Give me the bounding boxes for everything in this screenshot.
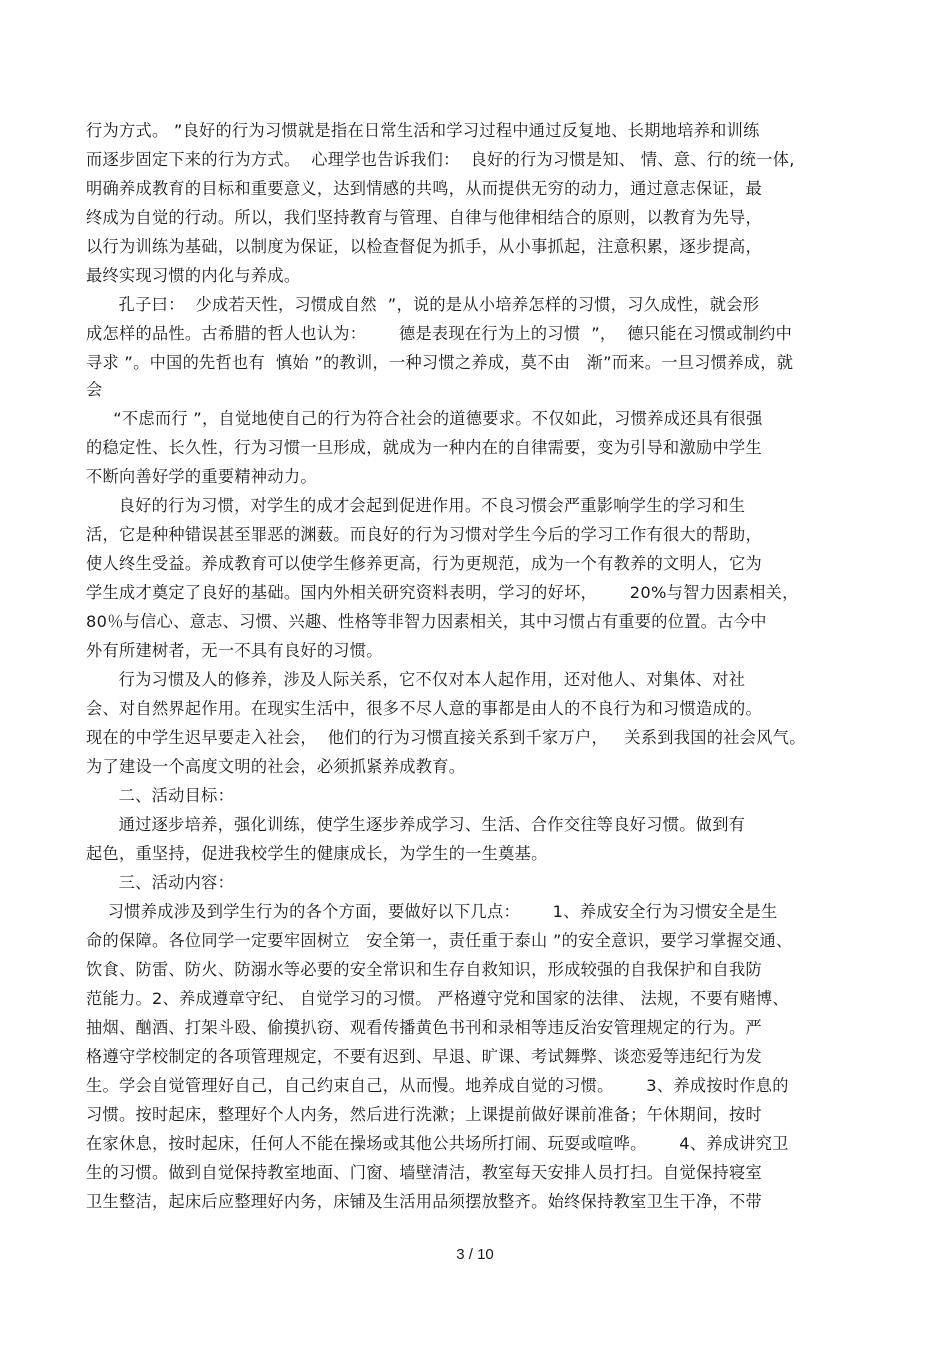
text-line: 起色，重坚持，促进我校学生的健康成长，为学生的一生奠基。 [86, 844, 548, 863]
text-line: 在家休息，按时起床，任何人不能在操场或其他公共场所打闹、玩耍或喧哗。 4、养成讲究卫 [86, 1134, 789, 1153]
text-line: 孔子曰： 少成若天性，习惯成自然 ”，说的是从小培养怎样的习惯，习久成性，就会形 [86, 295, 760, 314]
text-line: 习惯养成涉及到学生行为的各个方面，要做好以下几点： 1、养成安全行为习惯安全是生 [86, 902, 778, 921]
section-heading: 三、活动内容： [86, 873, 235, 892]
section-heading: 二、活动目标： [86, 786, 235, 805]
text-line: 会 [86, 380, 103, 399]
text-line: 习惯。按时起床，整理好个人内务，然后进行洗漱；上课提前做好课前准备；午休期间，按时 [86, 1105, 762, 1124]
text-line: 以行为训练为基础，以制度为保证，以检查督促为抓手，从小事抓起，注意积累，逐步提高， [86, 237, 762, 256]
text-line: 80％与信心、意志、习惯、兴趣、性格等非智力因素相关，其中习惯占有重要的位置。古今中 [86, 612, 767, 631]
text-line: 行为习惯及人的修养，涉及人际关系，它不仅对本人起作用，还对他人、对集体、对社 [86, 670, 746, 689]
text-line: 成怎样的品性。古希腊的哲人也认为： 德是表现在行为上的习惯 ”， 德只能在习惯或制约中 [86, 324, 793, 343]
text-line: 行为方式。 ”良好的行为习惯就是指在日常生活和学习过程中通过反复地、长期地培养和训练 [86, 121, 760, 140]
text-line: 学生成才奠定了良好的基础。国内外相关研究资料表明，学习的好坏， 20%与智力因素相关， [86, 583, 799, 602]
text-line: 为了建设一个高度文明的社会，必须抓紧养成教育。 [86, 757, 466, 776]
text-line: 范能力。2、养成遵章守纪、 自觉学习的习惯。 严格遵守党和国家的法律、 法规，不要有赌博、 [86, 989, 789, 1008]
text-line: 使人终生受益。养成教育可以使学生修养更高，行为更规范，成为一个有教养的文明人，它为 [86, 554, 762, 573]
text-line: 生。学会自觉管理好自己，自己约束自己，从而慢。地养成自觉的习惯。 3、养成按时作息的 [86, 1076, 789, 1095]
text-line: 最终实现习惯的内化与养成。 [86, 266, 301, 285]
text-line: 生的习惯。做到自觉保持教室地面、门窗、墙壁清洁，教室每天安排人员打扫。自觉保持寝室 [86, 1163, 762, 1182]
text-line: 的稳定性、长久性，行为习惯一旦形成，就成为一种内在的自律需要，变为引导和激励中学生 [86, 438, 762, 457]
text-line: 饮食、防雷、防火、防溺水等必要的安全常识和生存自救知识，形成较强的自我保护和自我防 [86, 960, 762, 979]
page-number: 3 / 10 [456, 1246, 494, 1263]
text-line: 现在的中学生迟早要走入社会， 他们的行为习惯直接关系到千家万户， 关系到我国的社会风气。 [86, 728, 806, 747]
text-line: 不断向善好学的重要精神动力。 [86, 467, 317, 486]
text-line: 外有所建树者，无一不具有良好的习惯。 [86, 641, 383, 660]
text-line: 终成为自觉的行动。所以，我们坚持教育与管理、自律与他律相结合的原则，以教育为先导， [86, 208, 762, 227]
text-line: 会、对自然界起作用。在现实生活中，很多不尽人意的事都是由人的不良行为和习惯造成的。 [86, 699, 762, 718]
text-line: 明确养成教育的目标和重要意义，达到情感的共鸣，从而提供无穷的动力，通过意志保证，最 [86, 179, 762, 198]
text-line: 命的保障。各位同学一定要牢固树立 安全第一，责任重于泰山 ”的安全意识，要学习掌握交通、 [86, 931, 793, 950]
text-line: 良好的行为习惯，对学生的成才会起到促进作用。不良习惯会严重影响学生的学习和生 [86, 496, 746, 515]
text-line: 格遵守学校制定的各项管理规定，不要有迟到、早退、旷课、考试舞弊、谈恋爱等违纪行为发 [86, 1047, 762, 1066]
text-line: “不虑而行 ”，自觉地使自己的行为符合社会的道德要求。不仅如此，习惯养成还具有很强 [86, 409, 763, 428]
text-line: 抽烟、酗酒、打架斗殴、偷摸扒窃、观看传播黄色书刊和录相等违反治安管理规定的行为。严 [86, 1018, 762, 1037]
text-line: 活，它是种种错误甚至罪恶的渊薮。而良好的行为习惯对学生今后的学习工作有很大的帮助， [86, 525, 762, 544]
text-line: 寻求 ”。中国的先哲也有 慎始 ”的教训，一种习惯之养成，莫不由 渐”而来。一旦习惯养成，就 [86, 353, 794, 372]
text-line: 卫生整洁，起床后应整理好内务，床铺及生活用品须摆放整齐。始终保持教室卫生干净，不带 [86, 1192, 762, 1211]
text-line: 通过逐步培养，强化训练，使学生逐步养成学习、生活、合作交往等良好习惯。做到有 [86, 815, 746, 834]
text-line: 而逐步固定下来的行为方式。 心理学也告诉我们： 良好的行为习惯是知、 情、意、行的统一体, [86, 150, 795, 169]
